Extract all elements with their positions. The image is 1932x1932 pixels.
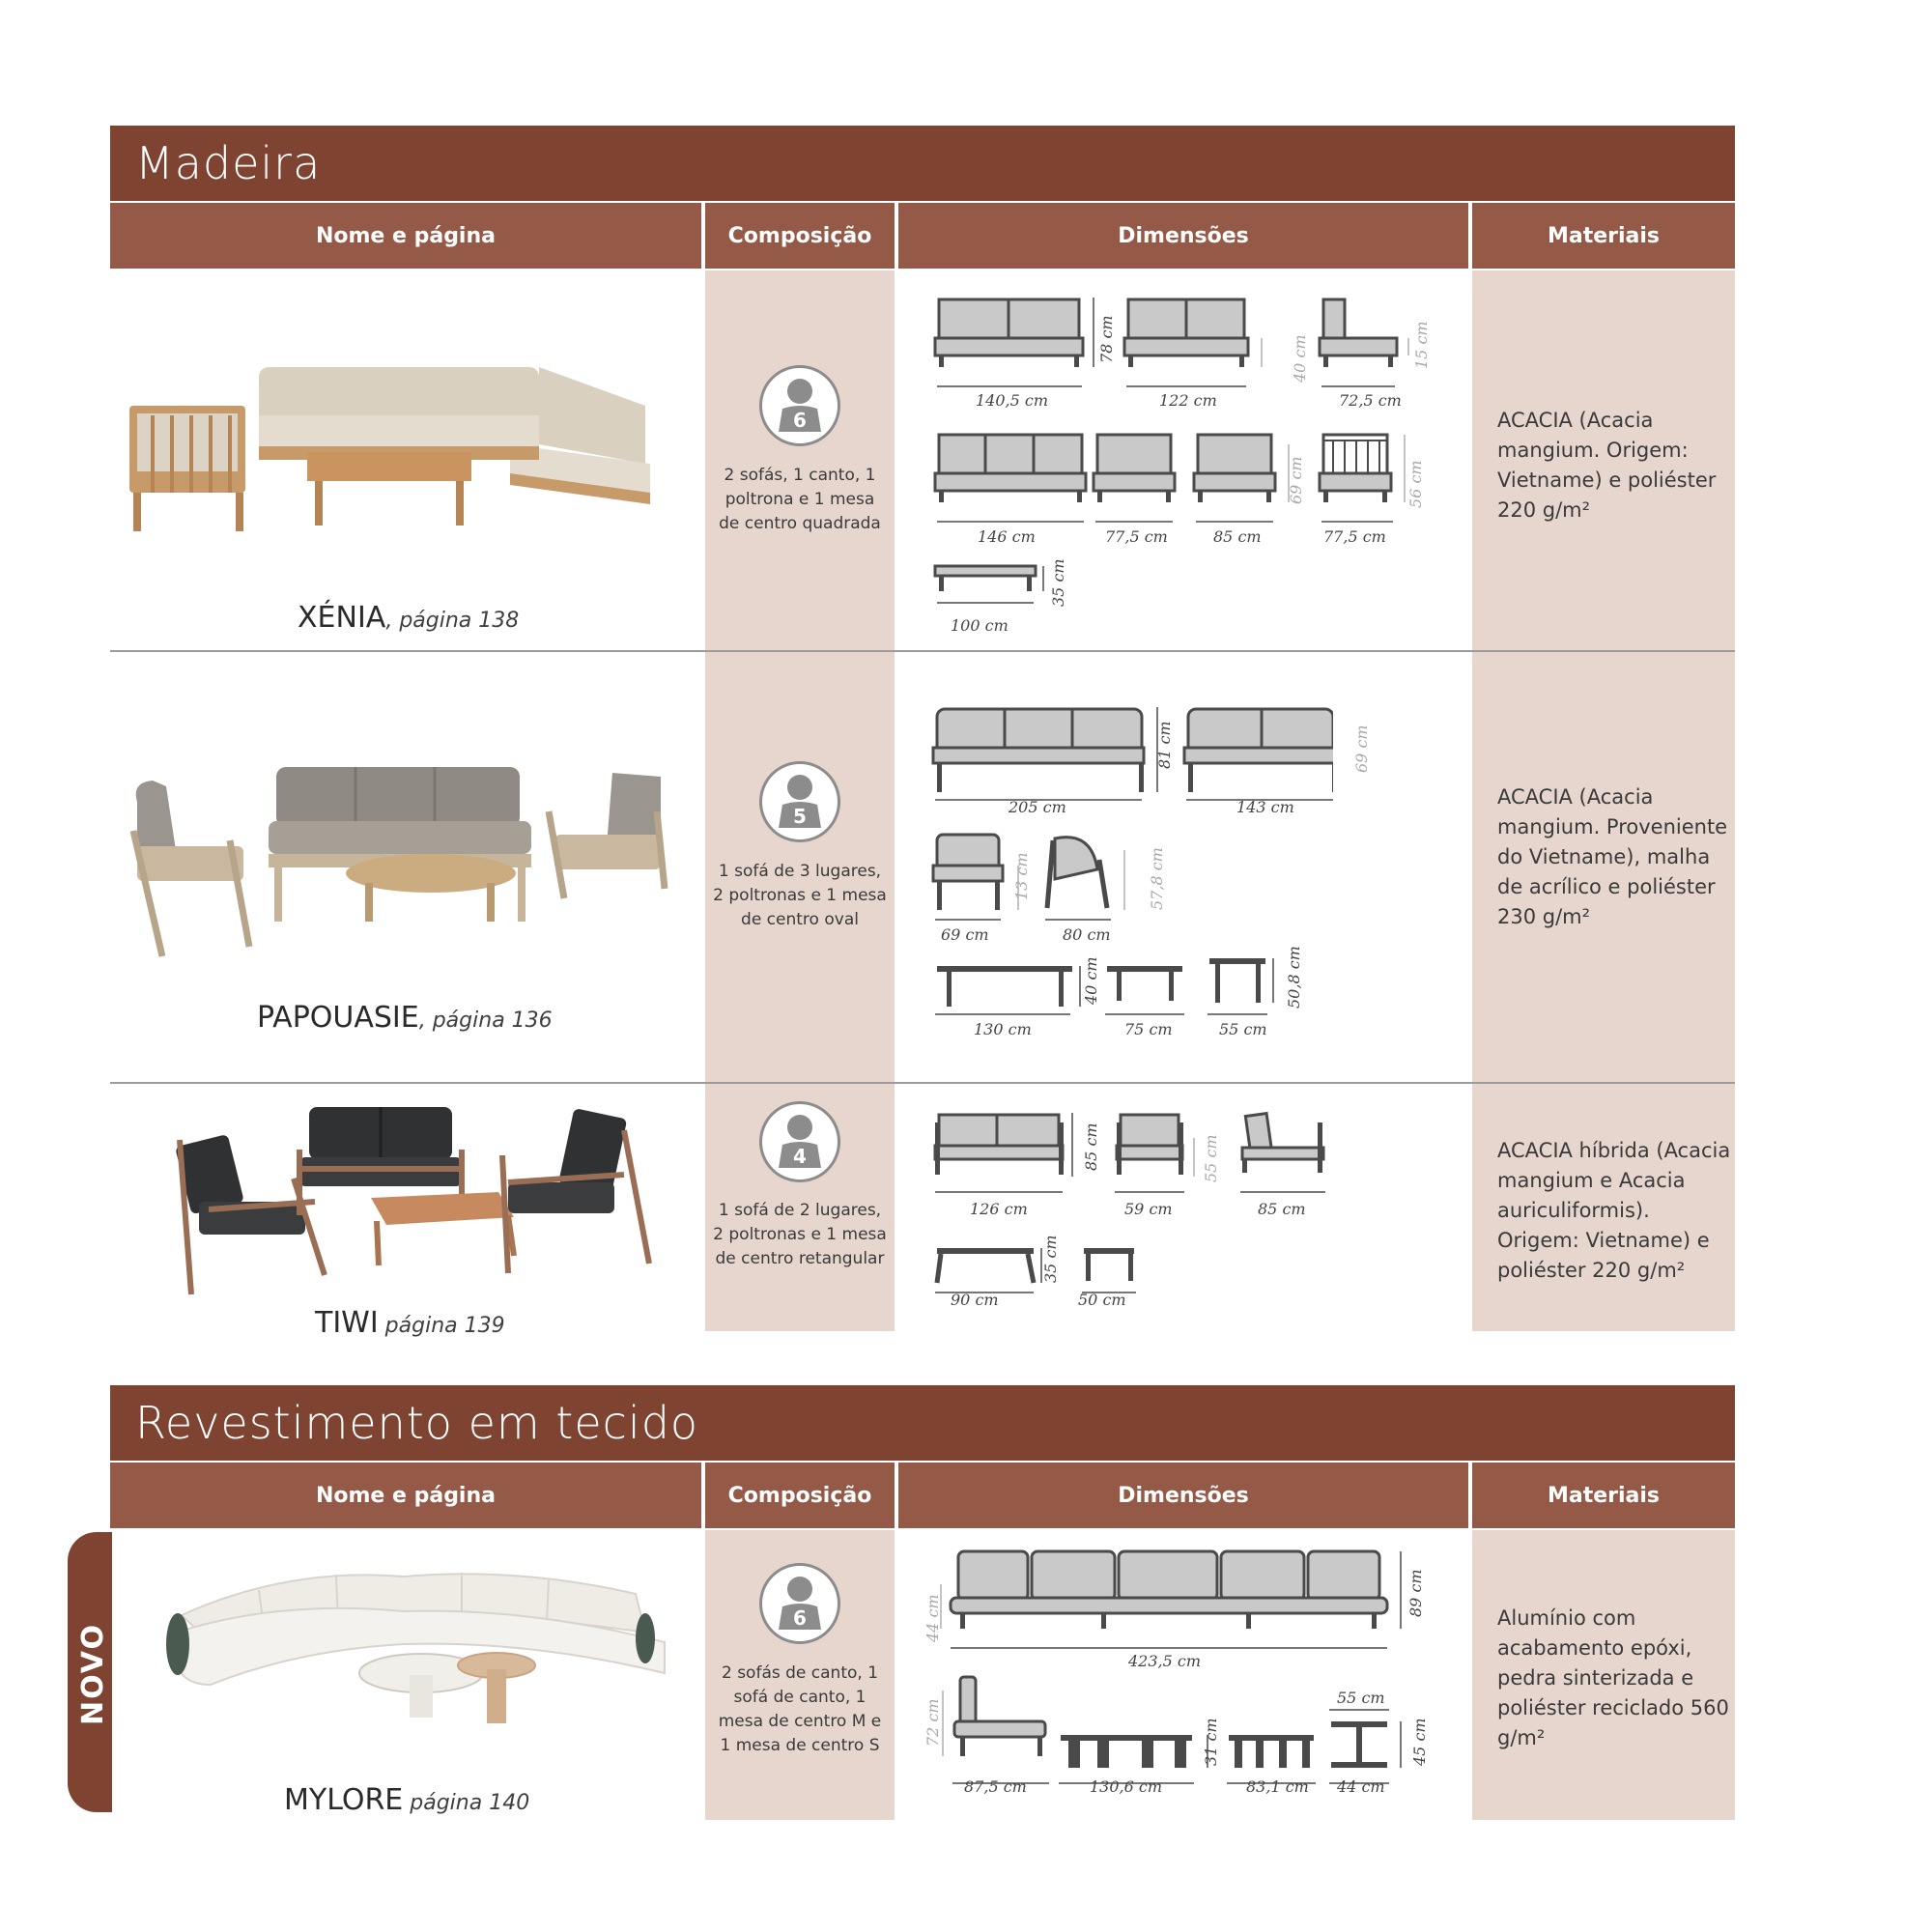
section-title-revestimento: Revestimento em tecido — [110, 1385, 1735, 1461]
column-header-materials: Materiais — [1472, 1463, 1735, 1528]
person-count-icon — [759, 1563, 840, 1644]
dimension-label: 80 cm — [1063, 925, 1111, 944]
dimension-label: 85 cm — [1258, 1200, 1306, 1218]
dimension-label: 56 cm — [1406, 460, 1425, 508]
dimension-label: 69 cm — [1352, 724, 1371, 773]
new-badge-label: NOVO — [76, 1623, 110, 1725]
product-name-tiwi — [315, 1306, 505, 1340]
page-reference: página 139 — [378, 1314, 505, 1338]
materials-text: Alumínio com acabamento epóxi, pedra sinterizada e poliéster reciclado 560 g/m² — [1497, 1606, 1729, 1749]
product-name-papouasie — [257, 1001, 553, 1035]
product-title: XÉNIA — [298, 601, 386, 635]
person-count-icon — [759, 1101, 840, 1182]
dimension-label: 89 cm — [1406, 1569, 1425, 1617]
product-name-mylore — [284, 1783, 529, 1817]
dimension-label: 100 cm — [951, 616, 1009, 635]
row-divider — [110, 1082, 1735, 1084]
dimension-label: 35 cm — [1049, 558, 1067, 607]
composition-count: 5 — [793, 805, 807, 828]
xenia-dimension-sketches — [927, 290, 1449, 618]
column-header-materials: Materiais — [1472, 203, 1735, 269]
person-count-icon — [759, 761, 840, 842]
composition-count: 4 — [793, 1145, 807, 1168]
product-name-xenia — [298, 601, 519, 635]
section-title-madeira: Madeira — [110, 126, 1735, 201]
dimension-label: 55 cm — [1219, 1020, 1267, 1038]
dimension-label: 77,5 cm — [1323, 527, 1386, 546]
composition-text: 1 sofá de 3 lugares, 2 poltronas e 1 mesa de centro oval — [713, 862, 887, 929]
dimension-label: 59 cm — [1124, 1200, 1173, 1218]
composition-text: 2 sofás, 1 canto, 1 poltrona e 1 mesa de centro quadrada — [719, 466, 881, 533]
dimension-label: 57,8 cm — [1148, 847, 1166, 910]
composition-text: 2 sofás de canto, 1 sofá de canto, 1 mesa de centro M e 1 mesa de centro S — [718, 1663, 882, 1755]
row-divider — [110, 650, 1735, 652]
dimension-label: 83,1 cm — [1246, 1777, 1309, 1796]
materials-text: ACACIA (Acacia mangium. Origem: Vietname) e poliéster 220 g/m² — [1497, 409, 1717, 522]
dimension-label: 205 cm — [1009, 798, 1066, 816]
page-reference: página 140 — [403, 1791, 530, 1815]
dimension-label: 35 cm — [1041, 1235, 1060, 1283]
dimension-label: 15 cm — [1412, 321, 1431, 369]
column-header-name: Nome e página — [110, 1463, 701, 1528]
dimension-label: 423,5 cm — [1128, 1652, 1202, 1670]
product-title: PAPOUASIE — [257, 1001, 419, 1035]
person-count-icon — [759, 365, 840, 446]
dimension-label: 126 cm — [970, 1200, 1028, 1218]
dimension-label: 72 cm — [923, 1698, 942, 1747]
tiwi-product-photo — [170, 1101, 663, 1304]
papouasie-dimension-sketches — [927, 696, 1333, 1043]
dimension-label: 143 cm — [1236, 798, 1294, 816]
dimension-label: 13 cm — [1012, 852, 1031, 900]
dimension-label: 50 cm — [1078, 1291, 1126, 1309]
dimension-label: 146 cm — [978, 527, 1036, 546]
dimension-label: 78 cm — [1097, 315, 1116, 363]
xenia-product-photo — [124, 357, 665, 551]
dimension-label: 75 cm — [1124, 1020, 1173, 1038]
column-header-composition: Composição — [705, 203, 895, 269]
dimension-label: 122 cm — [1159, 391, 1217, 410]
mylore-product-photo — [162, 1565, 674, 1739]
dimension-label: 55 cm — [1202, 1134, 1220, 1182]
dimension-label: 45 cm — [1410, 1718, 1429, 1766]
dimension-label: 31 cm — [1202, 1718, 1220, 1766]
new-badge — [68, 1532, 112, 1812]
column-header-dimensions: Dimensões — [898, 203, 1468, 269]
column-header-composition: Composição — [705, 1463, 895, 1528]
dimension-label: 77,5 cm — [1105, 527, 1168, 546]
dimension-label: 44 cm — [1337, 1777, 1385, 1796]
dimension-label: 40 cm — [1291, 334, 1309, 383]
materials-text: ACACIA (Acacia mangium. Proveniente do Vietname), malha de acrílico e poliéster 230 g/m² — [1497, 785, 1728, 928]
column-header-dimensions: Dimensões — [898, 1463, 1468, 1528]
column-header-name: Nome e página — [110, 203, 701, 269]
materials-text: ACACIA híbrida (Acacia mangium e Acacia auriculiformis). Origem: Vietname) e poliéster 220 g/m² — [1497, 1139, 1731, 1282]
dimension-label: 130,6 cm — [1090, 1777, 1163, 1796]
composition-text: 1 sofá de 2 lugares, 2 poltronas e 1 mesa de centro retangular — [713, 1201, 887, 1268]
product-title: TIWI — [315, 1306, 379, 1340]
dimension-label: 69 cm — [941, 925, 989, 944]
papouasie-product-photo — [124, 753, 684, 966]
dimension-label: 85 cm — [1213, 527, 1262, 546]
dimension-label: 87,5 cm — [964, 1777, 1027, 1796]
dimension-label: 85 cm — [1082, 1122, 1100, 1171]
product-title: MYLORE — [284, 1783, 404, 1817]
page-reference: , página 136 — [418, 1009, 553, 1033]
dimension-label: 90 cm — [951, 1291, 999, 1309]
dimension-label: 130 cm — [974, 1020, 1032, 1038]
dimension-label: 72,5 cm — [1339, 391, 1402, 410]
dimension-label: 44 cm — [923, 1594, 942, 1642]
mylore-dimension-sketches — [927, 1546, 1430, 1806]
dimension-label: 140,5 cm — [976, 391, 1049, 410]
dimension-label: 55 cm — [1337, 1689, 1385, 1707]
dimension-label: 81 cm — [1155, 721, 1174, 769]
page-reference: , página 138 — [385, 609, 520, 633]
composition-count: 6 — [793, 409, 807, 432]
dimension-label: 40 cm — [1082, 956, 1100, 1005]
dimension-label: 50,8 cm — [1285, 946, 1303, 1009]
composition-count: 6 — [793, 1606, 807, 1630]
dimension-label: 69 cm — [1287, 456, 1305, 504]
